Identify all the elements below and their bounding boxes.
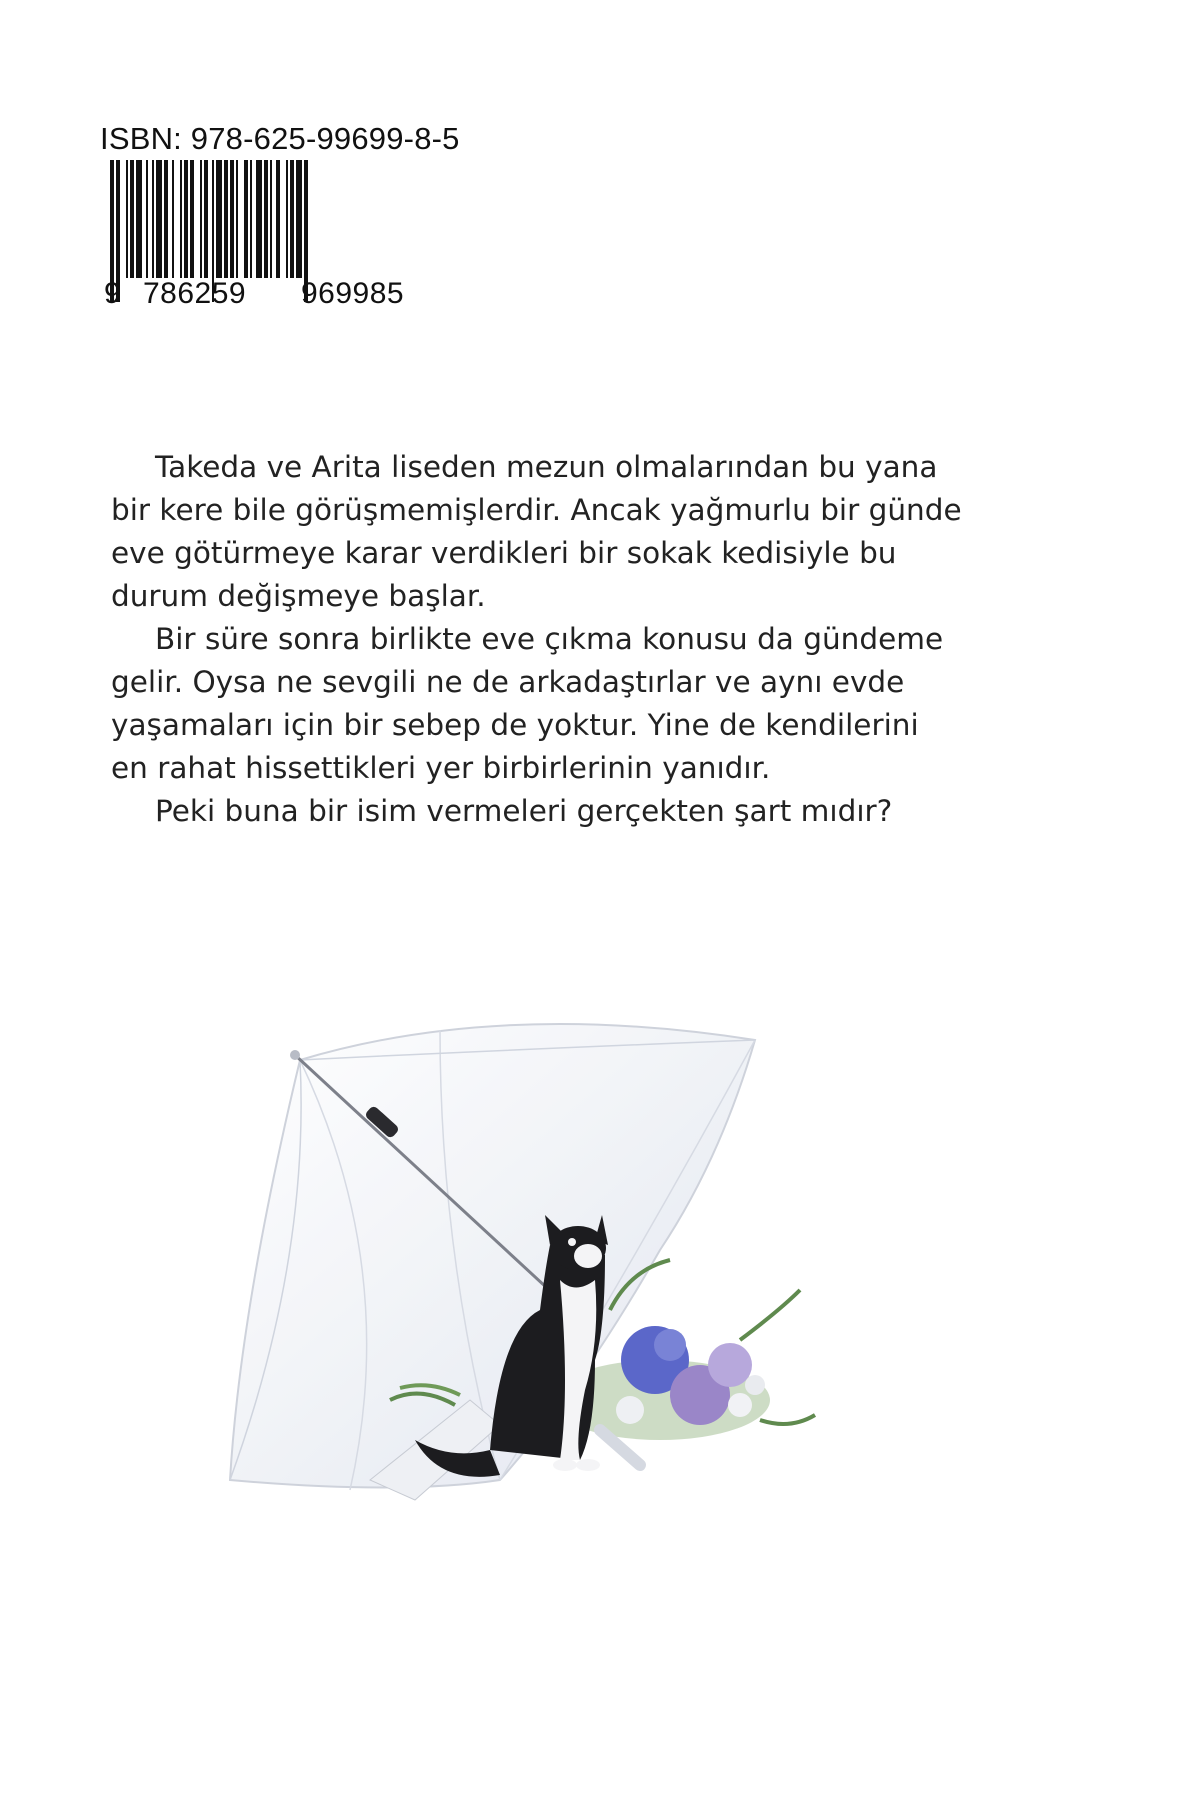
barcode-bar: [130, 160, 134, 278]
barcode-digit-first: 9: [104, 277, 122, 310]
blurb-line: gelir. Oysa ne sevgili ne de arkadaştırlar ve aynı evde: [111, 665, 905, 699]
barcode-bar: [180, 160, 182, 278]
blurb-line: durum değişmeye başlar.: [111, 579, 486, 613]
barcode-bar: [230, 160, 234, 278]
barcode-bar: [216, 160, 222, 278]
barcode-bar: [136, 160, 142, 278]
barcode-bar: [264, 160, 268, 278]
barcode-bar: [200, 160, 202, 278]
barcode-bar: [224, 160, 228, 278]
barcode-bar: [290, 160, 294, 278]
barcode-bar: [296, 160, 302, 278]
cat-umbrella-illustration: [200, 1010, 900, 1570]
barcode-digits-left: 786259: [143, 277, 247, 310]
isbn-barcode-block: [100, 122, 460, 322]
blurb-line: eve götürmeye karar verdikleri bir sokak kedisiyle bu: [111, 536, 897, 570]
barcode-bar: [250, 160, 252, 278]
barcode-bar: [204, 160, 208, 278]
barcode-digits-right: 969985: [301, 277, 405, 310]
barcode-bar: [156, 160, 162, 278]
blurb-line: bir kere bile görüşmemişlerdir. Ancak yağmurlu bir günde: [111, 493, 962, 527]
barcode-bar: [286, 160, 288, 278]
barcode-bar: [256, 160, 262, 278]
barcode-bar: [164, 160, 168, 278]
barcode-bar: [276, 160, 280, 278]
blurb-line: yaşamaları için bir sebep de yoktur. Yine de kendilerini: [111, 708, 919, 742]
barcode-bar: [184, 160, 188, 278]
barcode-bar: [126, 160, 128, 278]
barcode-bar: [152, 160, 154, 278]
barcode-bar: [244, 160, 248, 278]
blurb-line: Takeda ve Arita liseden mezun olmalarından bu yana: [155, 450, 938, 484]
isbn-label: ISBN: 978-625-99699-8-5: [100, 121, 460, 156]
barcode-bar: [172, 160, 174, 278]
barcode-bar: [190, 160, 194, 278]
blurb-line: Bir süre sonra birlikte eve çıkma konusu da gündeme: [155, 622, 944, 656]
barcode-bar: [146, 160, 148, 278]
blurb-line: en rahat hissettikleri yer birbirlerinin yanıdır.: [111, 751, 771, 785]
blurb-line: Peki buna bir isim vermeleri gerçekten şart mıdır?: [155, 794, 893, 828]
barcode-bar: [236, 160, 238, 278]
barcode-bar: [270, 160, 272, 278]
back-cover-blurb: [111, 446, 991, 833]
